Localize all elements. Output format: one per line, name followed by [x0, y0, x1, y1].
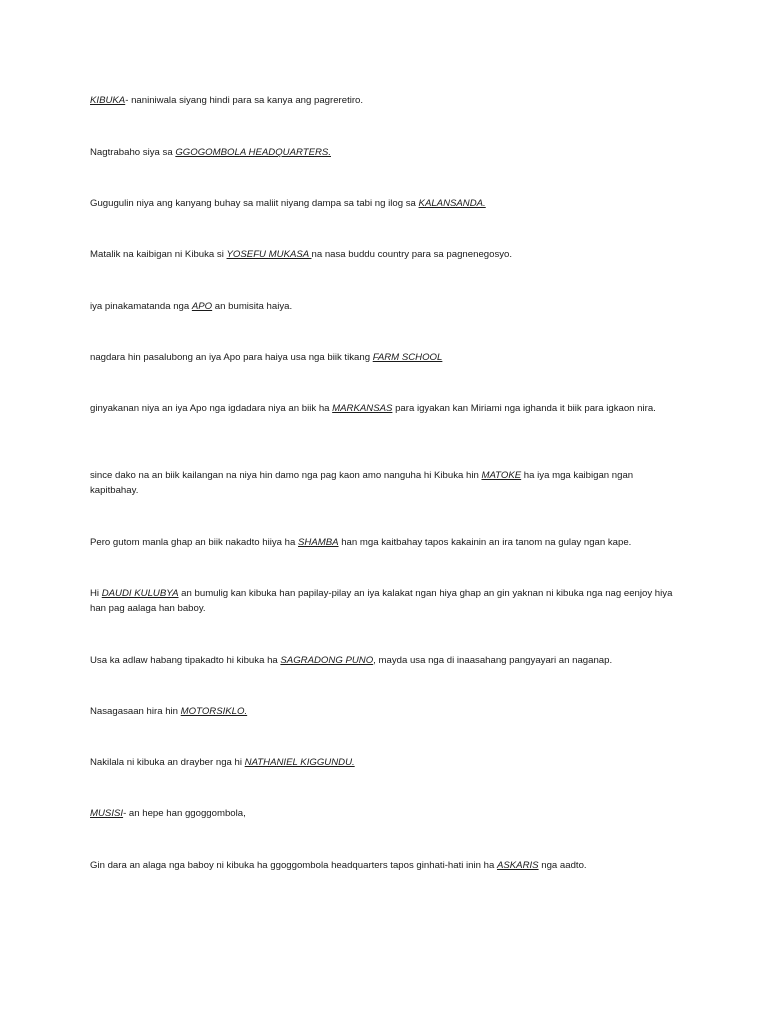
paragraph-9-term: SHAMBA	[298, 537, 339, 548]
paragraph-2	[90, 145, 680, 160]
paragraph-5-term: APO	[191, 301, 213, 312]
paragraph-14-term: MUSISI	[90, 808, 124, 819]
paragraph-15-pre: Gin dara an alaga nga baboy ni kibuka ha ggoggombola headquarters tapos ginhati-hati inin ha	[90, 860, 497, 871]
paragraph-9-pre: Pero gutom manla ghap an biik nakadto hiiya ha	[90, 537, 298, 548]
paragraph-1-term: KIBUKA	[90, 95, 126, 106]
paragraph-3	[90, 196, 680, 211]
paragraph-15-term: ASKARIS	[496, 860, 539, 871]
paragraph-6-pre: nagdara hin pasalubong an iya Apo para haiya usa nga biik tikang	[90, 352, 373, 363]
paragraph-14-post: - an hepe han ggoggombola,	[123, 808, 246, 819]
paragraph-10-pre: Hi	[90, 588, 102, 599]
paragraph-14	[90, 806, 680, 821]
paragraph-10-post: an bumulig kan kibuka han papilay-pilay an iya kalakat ngan hiya ghap an gin yaknan ni kibuka nga nag eenjoy hiya han pag aalaga han baboy.	[90, 588, 673, 614]
paragraph-5-post: an bumisita haiya.	[212, 301, 293, 312]
paragraph-10-term: DAUDI KULUBYA	[101, 588, 179, 599]
paragraph-3-term: KALANSANDA.	[418, 198, 486, 209]
paragraph-15	[90, 858, 680, 873]
paragraph-5	[90, 299, 680, 314]
paragraph-15-post: nga aadto.	[538, 860, 587, 871]
paragraph-13-pre: Nakilala ni kibuka an drayber nga hi	[90, 757, 245, 768]
paragraph-2-pre: Nagtrabaho siya sa	[90, 147, 176, 158]
paragraph-10	[90, 586, 680, 616]
paragraph-8-term: MATOKE	[481, 470, 522, 481]
paragraph-9-post: han mga kaitbahay tapos kakainin an ira tanom na gulay ngan kape.	[338, 537, 632, 548]
paragraph-8-pre: since dako na an biik kailangan na niya hin damo nga pag kaon amo nanguha hi Kibuka hin	[90, 470, 482, 481]
paragraph-11-pre: Usa ka adlaw habang tipakadto hi kibuka ha	[90, 655, 281, 666]
paragraph-4-post: na nasa buddu country para sa pagnenegosyo.	[311, 249, 513, 260]
paragraph-2-term: GGOGOMBOLA HEADQUARTERS.	[175, 147, 331, 158]
paragraph-1	[90, 93, 680, 108]
paragraph-1-post: - naniniwala siyang hindi para sa kanya ang pagreretiro.	[125, 95, 364, 106]
paragraph-11	[90, 653, 680, 668]
paragraph-5-pre: iya pinakamatanda nga	[90, 301, 192, 312]
paragraph-11-term: SAGRADONG PUNO	[280, 655, 374, 666]
paragraph-12	[90, 704, 680, 719]
paragraph-11-post: , mayda usa nga di inaasahang pangyayari an naganap.	[373, 655, 613, 666]
paragraph-7	[90, 401, 680, 416]
paragraph-4-pre: Matalik na kaibigan ni Kibuka si	[90, 249, 227, 260]
paragraph-9	[90, 535, 680, 550]
paragraph-12-term: MOTORSIKLO.	[180, 706, 248, 717]
paragraph-13-term: NATHANIEL KIGGUNDU.	[244, 757, 355, 768]
paragraph-8	[90, 468, 680, 498]
paragraph-4-term: YOSEFU MUKASA	[226, 249, 312, 260]
paragraph-4	[90, 247, 680, 262]
paragraph-13	[90, 755, 680, 770]
paragraph-6-term: FARM SCHOOL	[372, 352, 443, 363]
paragraph-8-post: ha iya mga kaibigan ngan kapitbahay.	[90, 470, 634, 496]
paragraph-7-pre: ginyakanan niya an iya Apo nga igdadara niya an biik ha	[90, 403, 333, 414]
paragraph-7-term: MARKANSAS	[332, 403, 393, 414]
paragraph-6	[90, 350, 680, 365]
paragraph-7-post: para igyakan kan Miriami nga ighanda it biik para igkaon nira.	[392, 403, 656, 414]
paragraph-12-pre: Nasagasaan hira hin	[90, 706, 181, 717]
paragraph-3-pre: Gugugulin niya ang kanyang buhay sa maliit niyang dampa sa tabi ng ilog sa	[90, 198, 419, 209]
